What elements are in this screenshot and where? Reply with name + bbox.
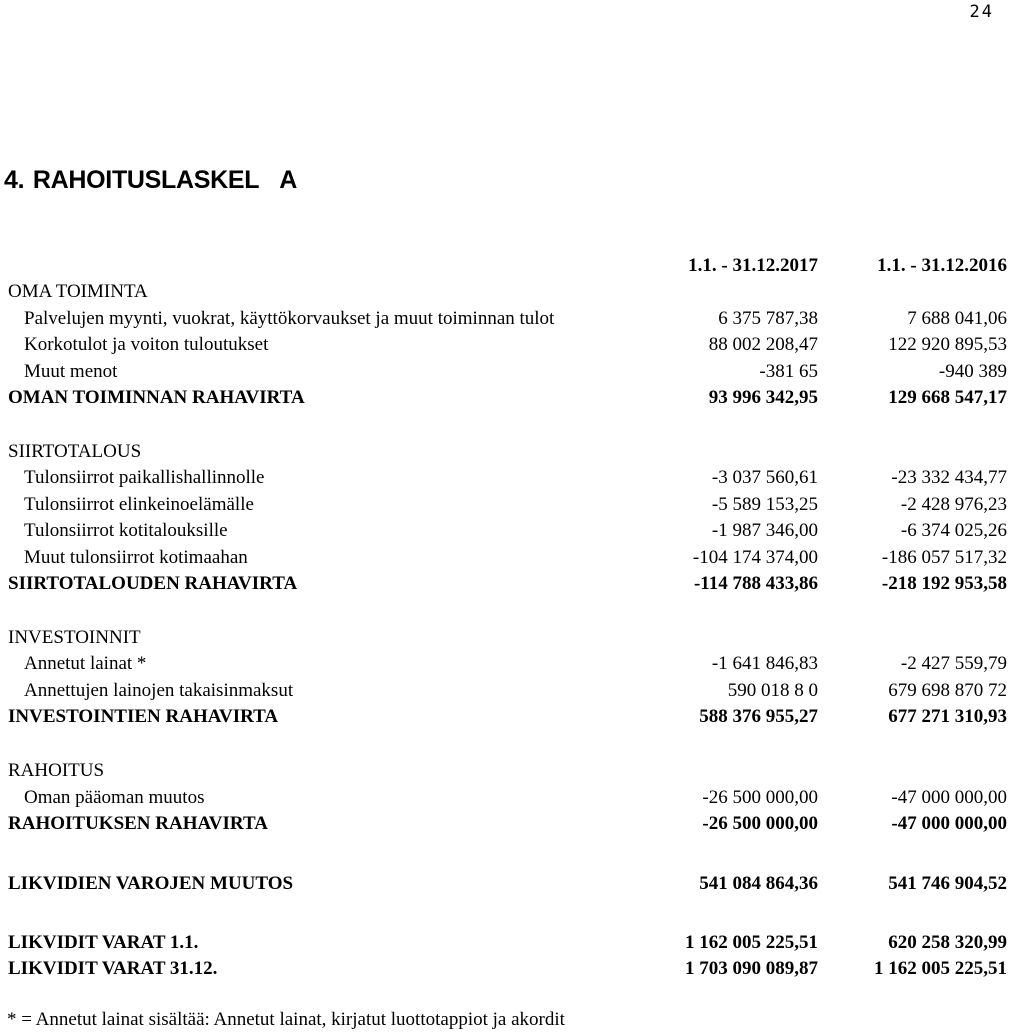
row-value-2016: 541 746 904,52: [888, 873, 1007, 894]
row-value-2017: -3 037 560,61: [711, 467, 818, 488]
table-row: [0, 333, 1024, 357]
row-label: Palvelujen myynti, vuokrat, käyttökorvaukset ja muut toiminnan tulot: [24, 308, 555, 329]
row-value-2017: -104 174 374,00: [692, 547, 818, 568]
row-value-2017: -1 641 846,83: [711, 653, 818, 674]
row-value-2017: -1 987 346,00: [711, 520, 818, 541]
row-label: RAHOITUKSEN RAHAVIRTA: [8, 813, 268, 834]
row-label: Tulonsiirrot kotitalouksille: [24, 520, 228, 541]
title-part-1: 4. RAHOITUSLASKEL: [4, 166, 260, 194]
row-value-2016: -47 000 000,00: [891, 787, 1007, 808]
total-row-investoinnit: [0, 705, 1024, 729]
section-heading-investoinnit: INVESTOINNIT: [8, 627, 141, 648]
row-value-2017: -381 65: [759, 361, 818, 382]
row-label: LIKVIDIT VARAT 1.1.: [8, 932, 199, 953]
row-label: Korkotulot ja voiton tuloutukset: [24, 334, 269, 355]
total-row-rahoitus: [0, 812, 1024, 836]
table-row: [0, 466, 1024, 490]
row-value-2017: 93 996 342,95: [708, 387, 818, 408]
row-value-2017: 588 376 955,27: [699, 706, 818, 727]
row-label: OMAN TOIMINNAN RAHAVIRTA: [8, 387, 305, 408]
table-row: [0, 493, 1024, 517]
column-header-row: [0, 254, 1024, 278]
row-label: Annettujen lainojen takaisinmaksut: [24, 680, 294, 701]
page-number: 24: [969, 2, 994, 22]
section-heading-oma-toiminta: OMA TOIMINTA: [8, 281, 148, 302]
row-value-2016: 677 271 310,93: [888, 706, 1007, 727]
column-header-2016: 1.1. - 31.12.2016: [877, 255, 1007, 276]
page-title: [4, 166, 297, 195]
total-row-oma-toiminta: [0, 386, 1024, 410]
table-row: [0, 307, 1024, 331]
row-value-2017: 6 375 787,38: [718, 308, 818, 329]
section-heading-rahoitus: RAHOITUS: [8, 760, 105, 781]
row-value-2017: 541 084 864,36: [699, 873, 818, 894]
row-value-2017: -5 589 153,25: [711, 494, 818, 515]
row-label: LIKVIDIEN VAROJEN MUUTOS: [8, 873, 294, 894]
row-label: SIIRTOTALOUDEN RAHAVIRTA: [8, 573, 298, 594]
row-label: Muut tulonsiirrot kotimaahan: [24, 547, 248, 568]
title-part-2: A: [279, 166, 298, 194]
row-value-2016: 129 668 547,17: [888, 387, 1007, 408]
row-value-2016: -186 057 517,32: [881, 547, 1007, 568]
row-value-2017: 590 018 8 0: [727, 680, 818, 701]
table-row: [0, 519, 1024, 543]
total-row-likvidit-loppu: [0, 957, 1024, 981]
column-header-2017: 1.1. - 31.12.2017: [688, 255, 818, 276]
row-value-2016: 7 688 041,06: [907, 308, 1007, 329]
total-row-likvidit-alku: [0, 931, 1024, 955]
row-label: Oman pääoman muutos: [24, 787, 205, 808]
table-row: [0, 652, 1024, 676]
footnote: * = Annetut lainat sisältää: Annetut lainat, kirjatut luottotappiot ja akordit: [7, 1009, 565, 1030]
row-label: Muut menot: [24, 361, 118, 382]
row-label: Annetut lainat *: [24, 653, 147, 674]
row-value-2017: -26 500 000,00: [702, 813, 818, 834]
table-row: [0, 360, 1024, 384]
total-row-likvidien-muutos: [0, 872, 1024, 896]
row-value-2016: -218 192 953,58: [881, 573, 1007, 594]
row-value-2017: 88 002 208,47: [708, 334, 818, 355]
row-value-2016: -940 389: [938, 361, 1007, 382]
table-row: [0, 786, 1024, 810]
row-value-2016: -6 374 025,26: [900, 520, 1007, 541]
row-label: LIKVIDIT VARAT 31.12.: [8, 958, 218, 979]
row-value-2016: 122 920 895,53: [888, 334, 1007, 355]
row-value-2017: -114 788 433,86: [693, 573, 818, 594]
row-label: INVESTOINTIEN RAHAVIRTA: [8, 706, 279, 727]
table-row: [0, 546, 1024, 570]
row-label: Tulonsiirrot elinkeinoelämälle: [24, 494, 254, 515]
row-value-2016: -2 427 559,79: [900, 653, 1007, 674]
row-value-2017: 1 703 090 089,87: [685, 958, 818, 979]
table-row: [0, 679, 1024, 703]
row-value-2016: 679 698 870 72: [888, 680, 1007, 701]
row-value-2016: -23 332 434,77: [891, 467, 1007, 488]
row-value-2017: -26 500 000,00: [702, 787, 818, 808]
row-value-2016: -47 000 000,00: [891, 813, 1007, 834]
total-row-siirtotalous: [0, 572, 1024, 596]
row-value-2016: 620 258 320,99: [888, 932, 1007, 953]
row-label: Tulonsiirrot paikallishallinnolle: [24, 467, 265, 488]
section-heading-siirtotalous: SIIRTOTALOUS: [8, 441, 142, 462]
row-value-2016: -2 428 976,23: [900, 494, 1007, 515]
row-value-2017: 1 162 005 225,51: [685, 932, 818, 953]
row-value-2016: 1 162 005 225,51: [874, 958, 1007, 979]
